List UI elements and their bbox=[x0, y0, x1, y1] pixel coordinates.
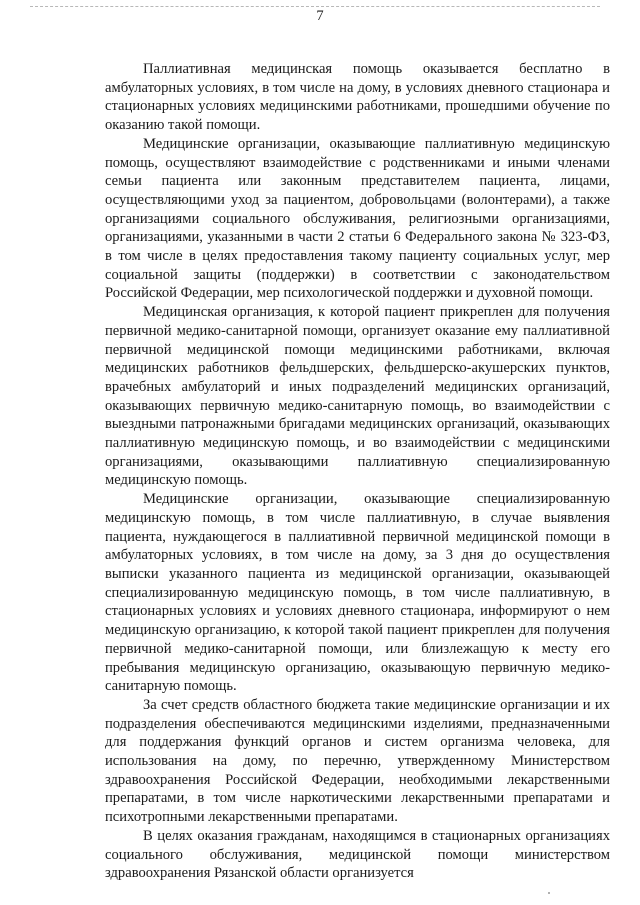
scan-speck bbox=[548, 892, 550, 894]
document-body bbox=[105, 60, 610, 883]
paragraph-regional-budget-supplies: За счет средств областного бюджета такие медицинские организации и их подразделения обеспечиваются медицинскими изделиями, предназначенными для поддержания функций органов и систем организма человека, для использования на дому, по перечню, утвержденному Министерством здравоохранения Российской Федерации, необходимыми лекарственными препаратами, в том числе наркотическими лекарственными препаратами и психотропными лекарственными препаратами. bbox=[105, 696, 610, 826]
paragraph-interaction-with-relatives: Медицинские организации, оказывающие паллиативную медицинскую помощь, осуществляют взаимодействие с родственниками и иными членами семьи пациента или законным представителем пациента, лицами, осуществляющими уход за пациентом, добровольцами (волонтерами), а также организациями социального обслуживания, религиозными организациями, организациями, указанными в части 2 статьи 6 Федерального закона № 323-ФЗ, в том числе в целях предоставления такому пациенту социальных услуг, мер социальной защиты (поддержки) в соответствии с законодательством Российской Федерации, мер психологической поддержки и духовной помощи. bbox=[105, 135, 610, 302]
scan-top-border bbox=[30, 6, 600, 7]
page-number: 7 bbox=[316, 8, 324, 24]
paragraph-primary-care-organization: Медицинская организация, к которой пациент прикреплен для получения первичной медико-санитарной помощи, организует оказание ему паллиативной первичной медицинской помощи медицинскими работниками, включая медицинских работников фельдшерских, фельдшерско-акушерских пунктов, врачебных амбулаторий и иных подразделений медицинских организаций, оказывающих первичную медико-санитарную помощь, во взаимодействии с выездными патронажными бригадами медицинских организаций, оказывающих паллиативную медицинскую помощь, и во взаимодействии с медицинскими организациями, оказывающими паллиативную специализированную медицинскую помощь. bbox=[105, 304, 610, 489]
paragraph-social-service-organizations: В целях оказания гражданам, находящимся в стационарных организациях социального обслуживания, медицинской помощи министерством здравоохранения Рязанской области организуется bbox=[105, 827, 610, 882]
paragraph-specialized-care-discharge: Медицинские организации, оказывающие специализированную медицинскую помощь, в том числе паллиативную, в случае выявления пациента, нуждающегося в паллиативной первичной медицинской помощи в амбулаторных условиях, в том числе на дому, за 3 дня до осуществления выписки указанного пациента из медицинской организации, оказывающей специализированную медицинскую помощь, в том числе паллиативную, в стационарных условиях и условиях дневного стационара, информируют о нем медицинскую организацию, к которой такой пациент прикреплен для получения первичной медико-санитарной помощи, или близлежащую к месту его пребывания медицинскую организацию, оказывающую первичную медико-санитарную помощь. bbox=[105, 491, 610, 695]
paragraph-palliative-free-care: Паллиативная медицинская помощь оказывается бесплатно в амбулаторных условиях, в том числе на дому, в условиях дневного стационара и стационарных условиях медицинскими работниками, прошедшими обучение по оказанию такой помощи. bbox=[105, 61, 610, 134]
